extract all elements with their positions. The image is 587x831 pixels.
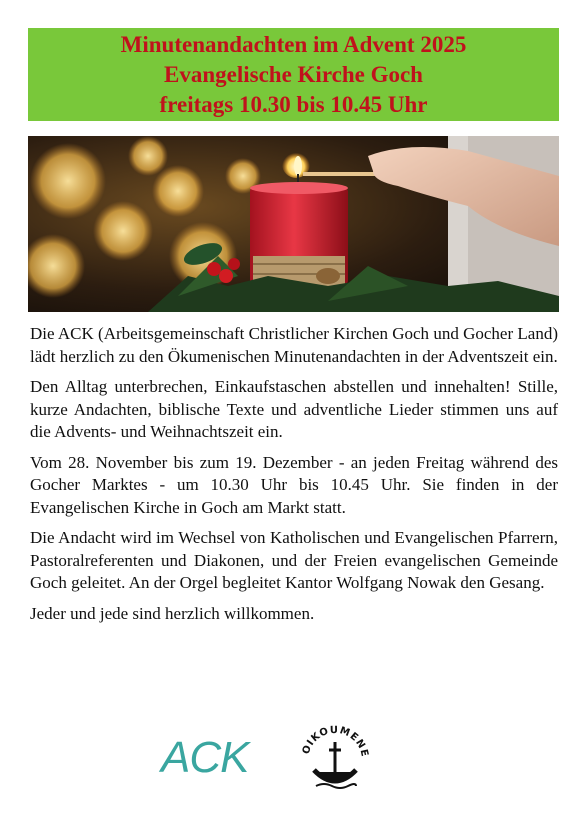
paragraph-welcome: Jeder und jede sind herzlich willkommen. [30, 603, 315, 623]
ack-logo: ACK [161, 733, 249, 782]
header-location: Evangelische Kirche Goch [164, 62, 423, 87]
paragraph-invitation: Den Alltag unterbrechen, Einkaufstaschen abstellen und innehalten! Stille, kurze Andachten, biblische Texte und adventliche Lieder stimmen uns auf die Advents- und Weihnachtszeit ein. [30, 377, 558, 441]
advent-candle-photo-icon [28, 136, 559, 312]
header-time: freitags 10.30 bis 10.45 Uhr [159, 92, 428, 117]
oikoumene-logo-text: OIKOUMENE [300, 724, 370, 759]
header-banner [28, 28, 559, 121]
header-title: Minutenandachten im Advent 2025 [120, 32, 467, 57]
logo-row [0, 718, 587, 808]
paragraph-dates: Vom 28. November bis zum 19. Dezember - an jeden Freitag während des Gocher Marktes - um 10.30 Uhr bis 10.45 Uhr. Sie finden in der Evangelischen Kirche in Goch am Markt statt. [30, 452, 558, 517]
paragraph-intro: Die ACK (Arbeitsgemeinschaft Christlicher Kirchen Goch und Gocher Land) lädt herzlich zu den Ökumenischen Minutenandachten in der Adventszeit ein. [30, 324, 558, 366]
body-text [30, 323, 558, 633]
oikoumene-logo-icon [300, 720, 370, 800]
advent-candle-photo [28, 136, 559, 312]
paragraph-organizers: Die Andacht wird im Wechsel von Katholischen und Evangelischen Pfarrern, Pastoralreferenten und Diakonen, und der Freien evangelischen Gemeinde Goch geleitet. An der Orgel begleitet Kantor Wolfgang Nowak den Gesang. [30, 528, 558, 592]
